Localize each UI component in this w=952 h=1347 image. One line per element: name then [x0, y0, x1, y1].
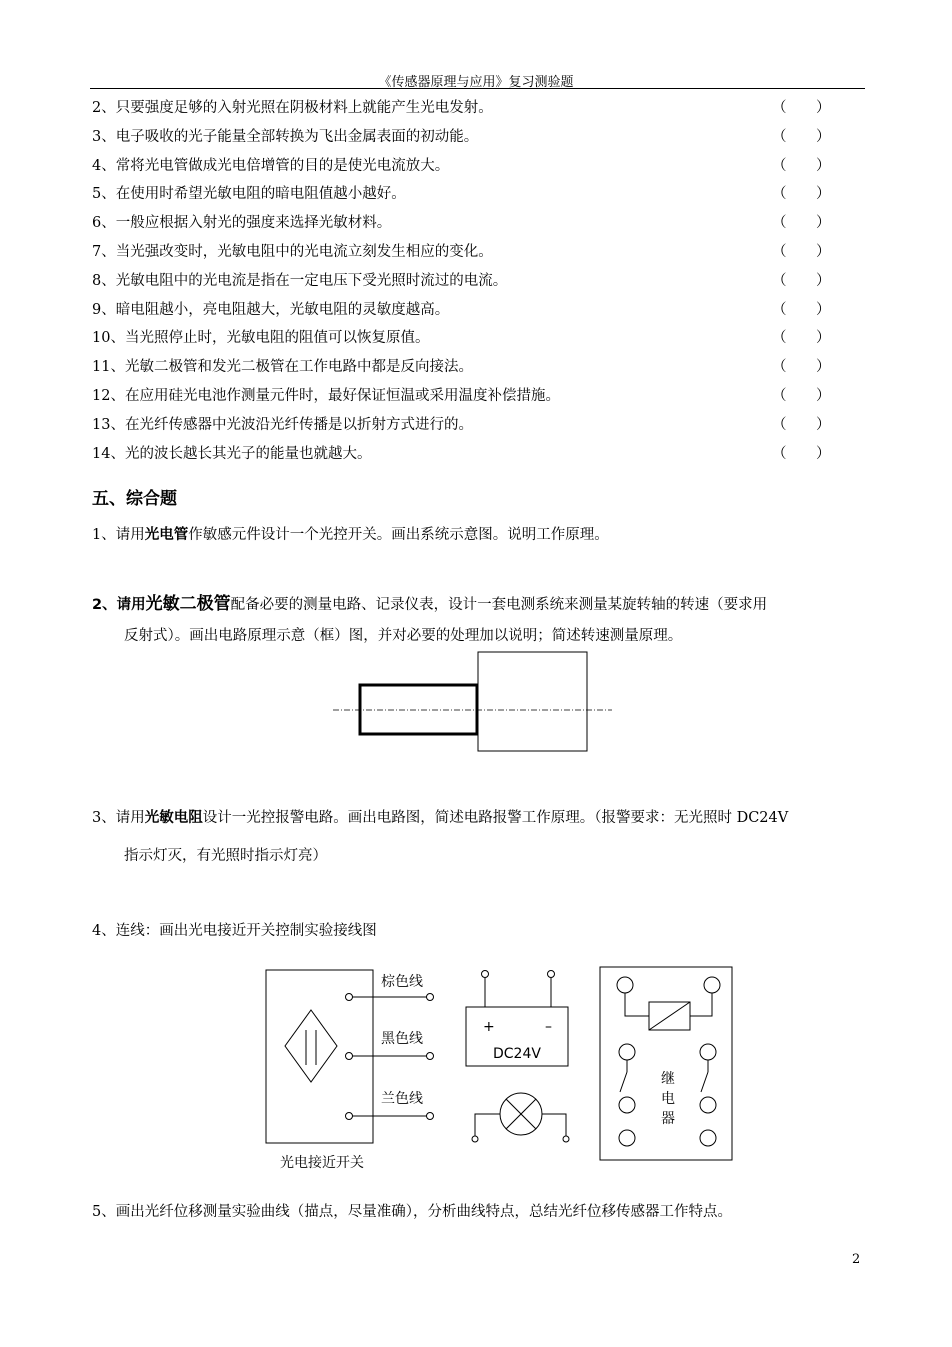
lead-end-blue[interactable] [427, 1113, 434, 1120]
header-rule [90, 88, 865, 89]
answer-paren-close: ） [816, 416, 831, 433]
answer-paren-close: ） [816, 272, 831, 289]
tf-item [92, 238, 832, 267]
answer-paren-close: ） [816, 301, 831, 318]
answer-paren-open: （ [772, 301, 787, 318]
answer-paren-close: ） [816, 330, 831, 347]
tf-item [92, 440, 832, 469]
tf-item [92, 209, 832, 238]
contact-right-blade [701, 1072, 708, 1092]
coil-lead-left [625, 993, 649, 1016]
question-4: 4、连线：画出光电接近开关控制实验接线图 [92, 923, 377, 939]
relay-char: 继 [661, 1071, 675, 1087]
q1-text: 作敏感元件设计一个光控开关。画出系统示意图。说明工作原理。 [188, 527, 609, 543]
answer-paren-close: ） [816, 186, 831, 203]
tf-question: 10、当光照停止时，光敏电阻的阻值可以恢复原值。 [92, 330, 430, 347]
tf-question: 4、常将光电管做成光电倍增管的目的是使光电流放大。 [92, 157, 450, 174]
switch-label: 光电接近开关 [280, 1155, 364, 1171]
tf-question: 14、光的波长越长其光子的能量也就越大。 [92, 445, 372, 462]
relay-terminal-right[interactable] [700, 1130, 716, 1146]
tf-question: 5、在使用时希望光敏电阻的暗电阻值越小越好。 [92, 186, 406, 203]
q2-keyword: 光敏二极管 [145, 594, 231, 614]
tf-question: 2、只要强度足够的入射光照在阴极材料上就能产生光电发射。 [92, 100, 493, 116]
black-wire-label: 黑色线 [381, 1031, 423, 1047]
relay-char: 电 [661, 1091, 675, 1107]
shaft-rect [360, 685, 477, 734]
terminal-blue[interactable] [346, 1113, 353, 1120]
tf-item [92, 382, 832, 411]
q3-prefix: 3、请用 [92, 810, 145, 826]
question-2 [92, 589, 767, 614]
tf-item [92, 411, 832, 440]
page-number: 2 [852, 1252, 861, 1267]
section-title: 五、综合题 [92, 489, 177, 509]
terminal-brown[interactable] [346, 994, 353, 1001]
question-3-line2: 指示灯灭，有光照时指示灯亮） [124, 848, 327, 864]
relay-coil-icon [649, 1002, 690, 1030]
indicator-lamp [472, 1093, 569, 1142]
answer-paren-open: （ [772, 128, 787, 145]
q2-text: 配备必要的测量电路、记录仪表，设计一套电测系统来测量某旋转轴的转速（要求用 [230, 597, 768, 613]
q3-text: 设计一光控报警电路。画出电路图，简述电路报警工作原理。（报警要求：无光照时 DC24V [202, 810, 789, 826]
answer-paren-close: ） [816, 128, 831, 145]
minus-sign: – [545, 1019, 552, 1035]
answer-paren-close: ） [816, 445, 831, 462]
answer-paren-open: （ [772, 100, 787, 116]
question-2-line2: 反射式）。画出电路原理示意（框）图，并对必要的处理加以说明；简述转速测量原理。 [124, 628, 683, 644]
relay-terminal-left[interactable] [619, 1130, 635, 1146]
answer-paren-close: ） [816, 387, 831, 404]
q2-prefix: 2、请用 [92, 597, 146, 613]
lamp-cross-a [506, 1099, 536, 1129]
answer-paren-open: （ [772, 215, 787, 232]
relay [600, 967, 732, 1160]
lamp-cross-b [506, 1099, 536, 1129]
q3-keyword: 光敏电阻 [144, 810, 203, 826]
proximity-switch [266, 970, 434, 1143]
answer-paren-open: （ [772, 272, 787, 289]
relay-body [600, 967, 732, 1160]
answer-paren-open: （ [772, 359, 787, 376]
question-1 [92, 523, 609, 544]
tf-item [92, 123, 832, 152]
answer-paren-open: （ [772, 330, 787, 347]
supply-label: DC24V [493, 1046, 541, 1062]
switch-body [266, 970, 373, 1143]
supply-terminal-minus[interactable] [548, 971, 555, 978]
brown-wire-label: 棕色线 [381, 974, 423, 990]
answer-paren-close: ） [816, 100, 831, 116]
tf-item [92, 94, 832, 123]
answer-paren-close: ） [816, 359, 831, 376]
tf-item [92, 267, 832, 296]
coil-terminal-right[interactable] [704, 977, 720, 993]
answer-paren-open: （ [772, 387, 787, 404]
tf-question: 12、在应用硅光电池作测量元件时，最好保证恒温或采用温度补偿措施。 [92, 387, 560, 404]
answer-paren-open: （ [772, 157, 787, 174]
dc-supply [466, 971, 568, 1067]
tf-item [92, 324, 832, 353]
question-3 [92, 806, 788, 827]
supply-box [466, 1007, 568, 1066]
contact-left-bottom[interactable] [619, 1097, 635, 1113]
contact-left-top[interactable] [619, 1044, 635, 1060]
lamp-lead-right [542, 1114, 566, 1136]
lamp-lead-left [475, 1114, 500, 1136]
coil-lead-right [690, 993, 712, 1016]
tf-question: 9、暗电阻越小，亮电阻越大，光敏电阻的灵敏度越高。 [92, 301, 450, 318]
answer-paren-open: （ [772, 243, 787, 260]
lamp-terminal-right[interactable] [563, 1136, 569, 1142]
supply-terminal-plus[interactable] [482, 971, 489, 978]
tf-question: 11、光敏二极管和发光二极管在工作电路中都是反向接法。 [92, 359, 473, 376]
plus-sign: + [483, 1019, 495, 1035]
contact-right-bottom[interactable] [700, 1097, 716, 1113]
answer-paren-close: ） [816, 157, 831, 174]
coil-terminal-left[interactable] [617, 977, 633, 993]
lamp-icon [500, 1093, 542, 1135]
contact-right-top[interactable] [700, 1044, 716, 1060]
answer-paren-close: ） [816, 243, 831, 260]
q1-keyword: 光电管 [144, 527, 189, 543]
tf-item [92, 296, 832, 325]
lamp-terminal-left[interactable] [472, 1136, 478, 1142]
answer-paren-open: （ [772, 186, 787, 203]
answer-paren-open: （ [772, 445, 787, 462]
tf-item [92, 353, 832, 382]
terminal-black[interactable] [346, 1053, 353, 1060]
true-false-list [92, 94, 832, 468]
sensor-symbol-icon [285, 1010, 337, 1082]
tf-question: 8、光敏电阻中的光电流是指在一定电压下受光照时流过的电流。 [92, 272, 508, 289]
tf-question: 7、当光强改变时，光敏电阻中的光电流立刻发生相应的变化。 [92, 243, 493, 260]
tf-question: 6、一般应根据入射光的强度来选择光敏材料。 [92, 215, 392, 232]
tf-item [92, 180, 832, 209]
contact-left-blade [620, 1072, 627, 1092]
relay-char: 器 [661, 1111, 675, 1127]
answer-paren-open: （ [772, 416, 787, 433]
lead-end-brown[interactable] [427, 994, 434, 1001]
answer-paren-close: ） [816, 215, 831, 232]
shaft-housing-box [478, 652, 587, 751]
tf-question: 3、电子吸收的光子能量全部转换为飞出金属表面的初动能。 [92, 128, 479, 145]
tf-item [92, 152, 832, 181]
lead-end-black[interactable] [427, 1053, 434, 1060]
q1-prefix: 1、请用 [92, 527, 145, 543]
tf-question: 13、在光纤传感器中光波沿光纤传播是以折射方式进行的。 [92, 416, 473, 433]
blue-wire-label: 兰色线 [381, 1091, 423, 1107]
page-header: 《传感器原理与应用》复习测验题 [378, 75, 574, 90]
coil-diagonal [649, 1002, 690, 1030]
question-5: 5、画出光纤位移测量实验曲线（描点，尽量准确），分析曲线特点，总结光纤位移传感器工作特点。 [92, 1204, 732, 1220]
